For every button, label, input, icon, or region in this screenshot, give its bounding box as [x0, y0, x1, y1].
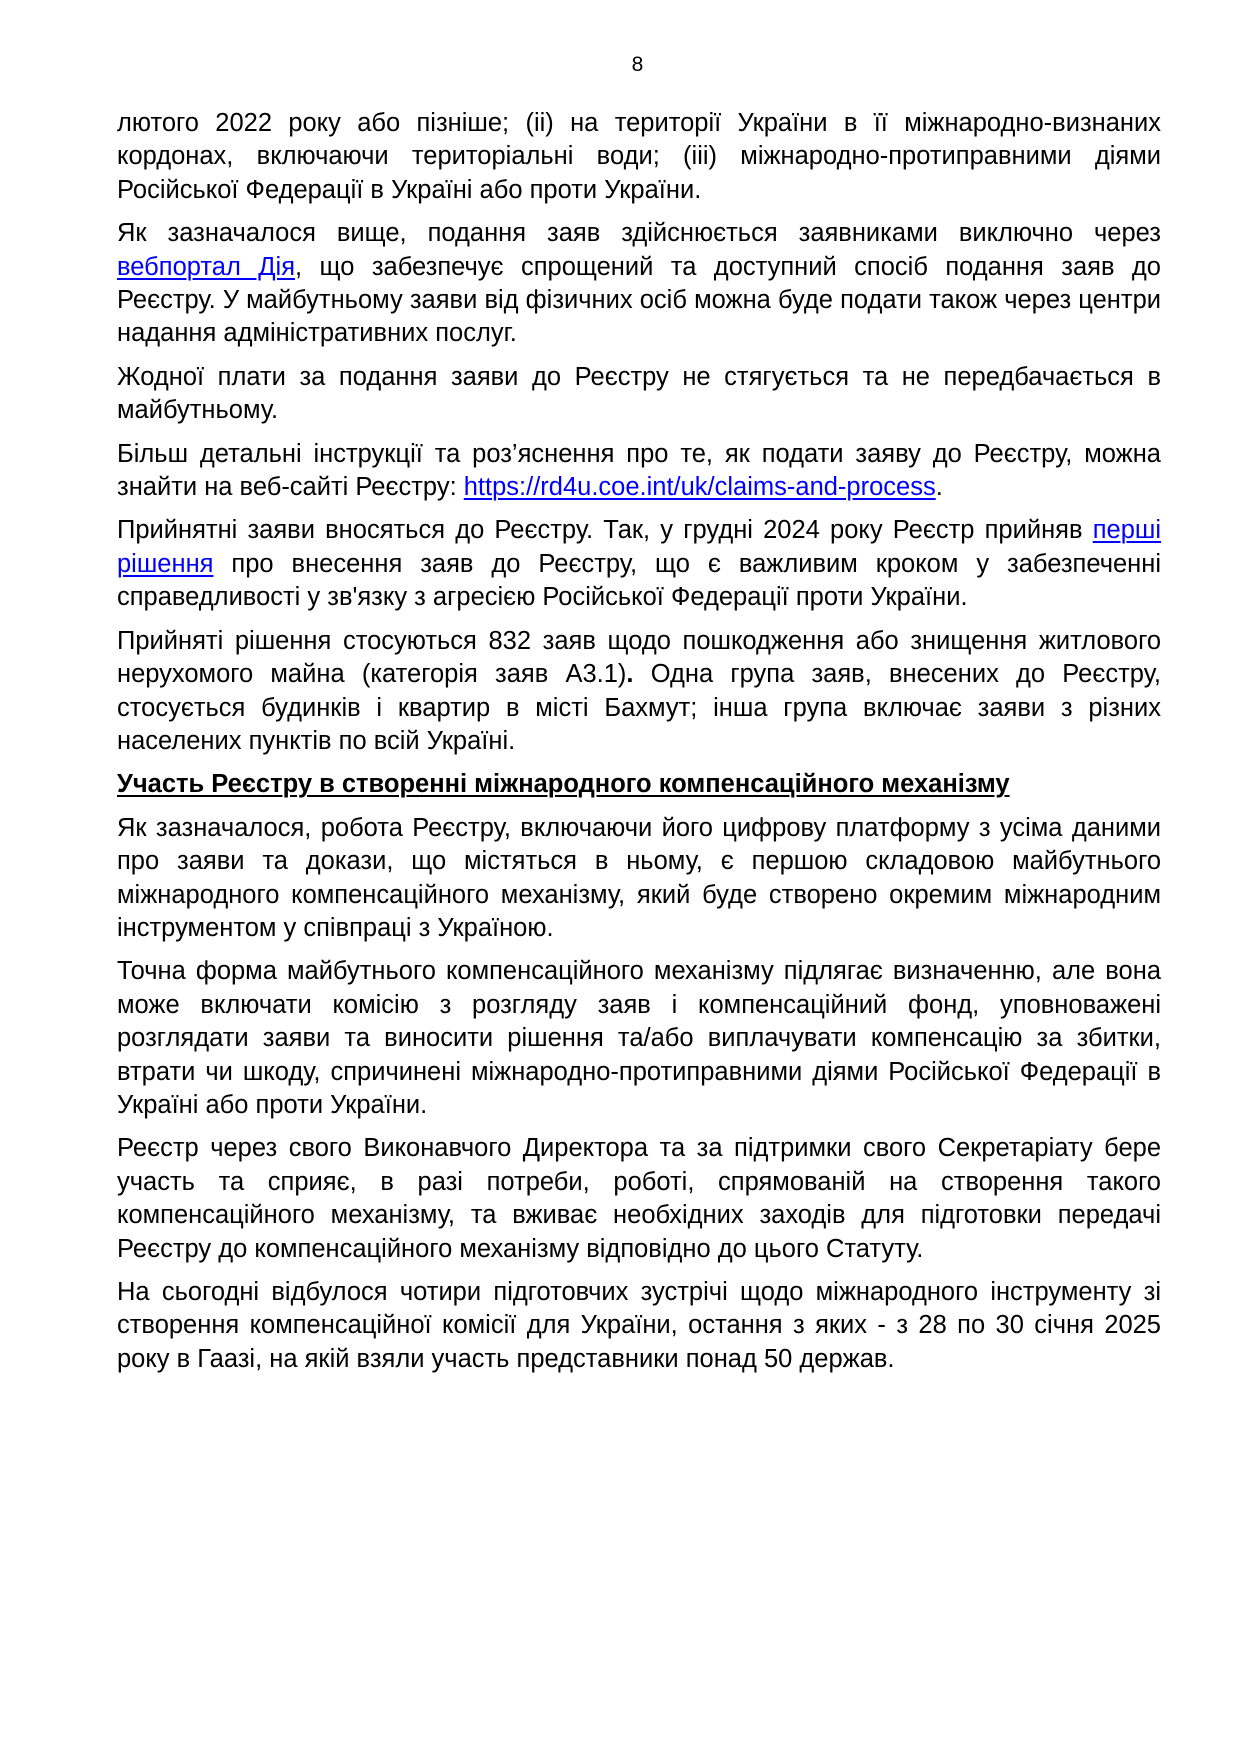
paragraph-text: Як зазначалося вище, подання заяв здійснюється заявниками виключно через: [117, 219, 1161, 248]
paragraph-instructions: [117, 438, 1161, 505]
diia-portal-link[interactable]: вебпортал Дія: [117, 252, 296, 281]
paragraph-no-fee: Жодної плати за подання заяви до Реєстру не стягується та не передбачається в майбутньому.: [117, 362, 1161, 425]
paragraph-mechanism-form: Точна форма майбутнього компенсаційного механізму підлягає визначенню, але вона може включати комісію з розгляду заяв і компенсаційний фонд, уповноважені розглядати заяви та виносити рішення та/або виплачувати компенсацію за збитки, втрати чи шкоду, спричинені міжнародно-протиправними діями Російської Федерації в Україні або проти України.: [117, 957, 1161, 1119]
paragraph-registry-role: Як зазначалося, робота Реєстру, включаючи його цифрову платформу з усіма даними про заяви та докази, що містяться в ньому, є першою складовою майбутнього міжнародного компенсаційного механізму, який буде створено окремим міжнародним інструментом у співпраці з Україною.: [117, 813, 1161, 942]
document-body: [117, 107, 1161, 1386]
paragraph-submission-channel: [117, 217, 1161, 351]
paragraph-first-decisions: [117, 514, 1161, 614]
paragraph-text: .: [935, 473, 943, 502]
paragraph-text: , що забезпечує спрощений та доступний спосіб подання заяв до Реєстру. У майбутньому заяви від фізичних осіб можна буде подати також через центри надання адміністративних послуг.: [117, 252, 1161, 348]
paragraph-decisions-details: [117, 625, 1161, 759]
paragraph-preparatory-meetings: На сьогодні відбулося чотири підготовчих зустрічі щодо міжнародного інструменту зі створення компенсаційної комісії для України, остання з яких - з 28 по 30 січня 2025 року в Гаазі, на якій взяли участь представники понад 50 держав.: [117, 1278, 1161, 1373]
page-number: 8: [631, 53, 644, 76]
paragraph-continuation: лютого 2022 року або пізніше; (ii) на території України в її міжнародно-визнаних кордонах, включаючи територіальні води; (iii) міжнародно-протиправними діями Російської Федерації в Україні або проти України.: [117, 109, 1161, 204]
paragraph-text: Одна група заяв, внесених до Реєстру, стосується будинків і квартир в місті Бахмут; інша група включає заяви з різних населених пунктів по всій Україні.: [117, 660, 1161, 755]
paragraph-text: Більш детальні інструкції та роз’яснення про те, як подати заяву до Реєстру, можна знайти на веб-сайті Реєстру:: [117, 439, 1161, 502]
paragraph-text: Прийнятні заяви вносяться до Реєстру. Так, у грудні 2024 року Реєстр прийняв: [117, 516, 1093, 545]
bold-period: .: [626, 660, 634, 689]
paragraph-text: Прийняті рішення стосуються 832 заяв щодо пошкодження або знищення житлового нерухомого майна (категорія заяв А3.1): [117, 626, 1161, 689]
paragraph-executive-director: Реєстр через свого Виконавчого Директора та за підтримки свого Секретаріату бере участь та сприяє, в разі потреби, роботі, спрямованій на створення такого компенсаційного механізму, та вживає необхідних заходів для підготовки передачі Реєстру до компенсаційного механізму відповідно до цього Статуту.: [117, 1134, 1161, 1263]
claims-process-link[interactable]: https://rd4u.coe.int/uk/claims-and-process: [463, 473, 936, 502]
first-decisions-link[interactable]: перші рішення: [117, 516, 1161, 578]
paragraph-text: про внесення заяв до Реєстру, що є важливим кроком у забезпеченні справедливості у зв'язку з агресією Російської Федерації проти України.: [117, 549, 1161, 612]
section-heading: Участь Реєстру в створенні міжнародного компенсаційного механізму: [117, 770, 1010, 799]
